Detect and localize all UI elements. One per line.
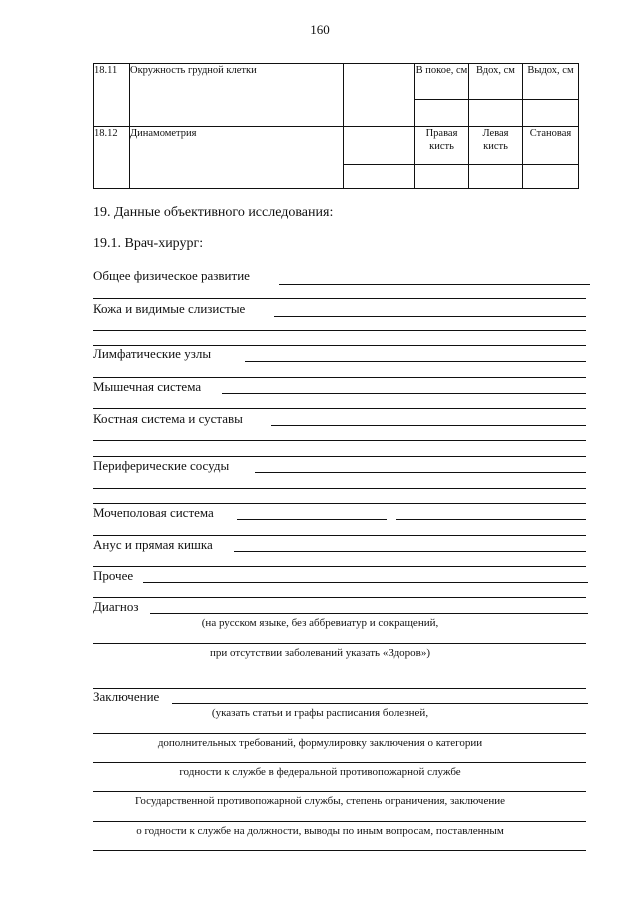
conclusion-note-3: годности к службе в федеральной противопожарной службе bbox=[179, 766, 461, 778]
field-label-urogenital: Мочеполовая система bbox=[93, 505, 214, 520]
fill-line[interactable] bbox=[172, 703, 588, 704]
field-label-conclusion: Заключение bbox=[93, 689, 160, 704]
measurements-table bbox=[93, 63, 579, 189]
value-cell-right-hand[interactable] bbox=[415, 165, 469, 189]
diagnosis-note-2: при отсутствии заболеваний указать «Здоров») bbox=[209, 647, 431, 659]
fill-line[interactable] bbox=[274, 316, 586, 317]
field-label-anus: Анус и прямая кишка bbox=[93, 537, 213, 552]
fill-line[interactable] bbox=[93, 597, 586, 598]
fill-line[interactable] bbox=[255, 472, 586, 473]
fill-line[interactable] bbox=[93, 643, 586, 644]
fill-line[interactable] bbox=[93, 762, 586, 763]
blank-cell[interactable] bbox=[344, 165, 415, 189]
fill-line[interactable] bbox=[93, 850, 586, 851]
header-inhale: Вдох, см bbox=[469, 64, 523, 100]
fill-line[interactable] bbox=[222, 393, 586, 394]
blank-cell[interactable] bbox=[344, 127, 415, 165]
fill-line[interactable] bbox=[245, 361, 586, 362]
fill-line[interactable] bbox=[93, 688, 586, 689]
value-cell-deadlift[interactable] bbox=[523, 165, 579, 189]
conclusion-note-1: (указать статьи и графы расписания болезней, bbox=[211, 707, 429, 719]
fill-line[interactable] bbox=[93, 488, 586, 489]
row-number-18-11: 18.11 bbox=[94, 64, 130, 127]
value-cell-left-hand[interactable] bbox=[469, 165, 523, 189]
header-right-hand: Правая кисть bbox=[415, 127, 469, 165]
subsection-title: 19.1. Врач-хирург: bbox=[93, 236, 204, 251]
header-rest: В покое, см bbox=[415, 64, 469, 100]
conclusion-note-5: о годности к службе на должности, выводы по иным вопросам, поставленным bbox=[136, 825, 504, 837]
field-label-vessels: Периферические сосуды bbox=[93, 458, 230, 473]
fill-line[interactable] bbox=[93, 440, 586, 441]
fill-line[interactable] bbox=[93, 408, 586, 409]
header-deadlift: Становая bbox=[523, 127, 579, 165]
fill-line[interactable] bbox=[93, 377, 586, 378]
conclusion-note-4: Государственной противопожарной службы, степень ограничения, заключение bbox=[135, 795, 505, 807]
fill-line[interactable] bbox=[93, 503, 586, 504]
header-left-hand: Левая кисть bbox=[469, 127, 523, 165]
fill-line[interactable] bbox=[93, 733, 586, 734]
fill-line[interactable] bbox=[279, 284, 590, 285]
fill-line[interactable] bbox=[396, 519, 586, 520]
fill-line[interactable] bbox=[93, 456, 586, 457]
field-label-physical: Общее физическое развитие bbox=[93, 268, 250, 283]
row-number-18-12: 18.12 bbox=[94, 127, 130, 189]
field-label-lymph: Лимфатические узлы bbox=[93, 346, 212, 361]
fill-line[interactable] bbox=[143, 582, 588, 583]
field-label-muscle: Мышечная система bbox=[93, 379, 202, 394]
blank-cell[interactable] bbox=[344, 64, 415, 127]
row-name-dynamometry: Динамометрия bbox=[130, 127, 344, 189]
page-number: 160 bbox=[310, 22, 330, 37]
field-label-skin: Кожа и видимые слизистые bbox=[93, 301, 246, 316]
fill-line[interactable] bbox=[271, 425, 586, 426]
fill-line[interactable] bbox=[93, 535, 586, 536]
header-exhale: Выдох, см bbox=[523, 64, 579, 100]
section-title: 19. Данные объективного исследования: bbox=[93, 205, 334, 220]
fill-line[interactable] bbox=[93, 330, 586, 331]
value-cell-rest[interactable] bbox=[415, 100, 469, 127]
fill-line[interactable] bbox=[93, 821, 586, 822]
field-label-bone: Костная система и суставы bbox=[93, 411, 243, 426]
diagnosis-note-1: (на русском языке, без аббревиатур и сокращений, bbox=[201, 617, 439, 629]
field-label-other: Прочее bbox=[93, 568, 134, 583]
fill-line[interactable] bbox=[93, 298, 586, 299]
fill-line[interactable] bbox=[93, 791, 586, 792]
fill-line[interactable] bbox=[234, 551, 586, 552]
fill-line[interactable] bbox=[150, 613, 588, 614]
fill-line[interactable] bbox=[237, 519, 387, 520]
conclusion-note-2: дополнительных требований, формулировку заключения о категории bbox=[157, 737, 483, 749]
value-cell-inhale[interactable] bbox=[469, 100, 523, 127]
fill-line[interactable] bbox=[93, 566, 586, 567]
row-name-chest: Окружность грудной клетки bbox=[130, 64, 344, 127]
field-label-diagnosis: Диагноз bbox=[93, 599, 139, 614]
value-cell-exhale[interactable] bbox=[523, 100, 579, 127]
